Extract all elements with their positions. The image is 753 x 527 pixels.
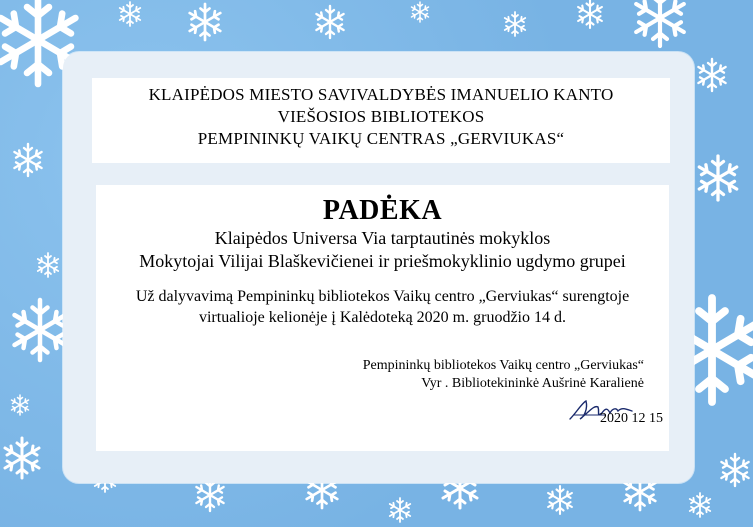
reason-line-2: virtualioje kelionėje į Kalėdoteką 2020 m. gruodžio 14 d. xyxy=(198,309,566,326)
snowflake-icon xyxy=(505,12,525,36)
snowflake-icon xyxy=(699,156,736,200)
issuer-line-2: Vyr . Bibliotekininkė Aušrinė Karalienė xyxy=(421,376,644,391)
snowflake-icon xyxy=(548,486,572,514)
certificate-date: 2020 12 15 xyxy=(600,411,663,426)
snowflake-icon xyxy=(15,300,66,360)
snowflake-icon xyxy=(120,2,140,26)
header-box xyxy=(92,78,670,163)
recipient-line-2: Mokytojai Vilijai Blaškevičienei ir priešmokyklinio ugdymo grupei xyxy=(139,251,626,271)
snowflake-icon xyxy=(636,0,684,46)
snowflake-icon xyxy=(390,498,410,522)
certificate-body xyxy=(96,185,669,451)
snowflake-icon xyxy=(12,395,29,415)
header-line-1: KLAIPĖDOS MIESTO SAVIVALDYBĖS IMANUELIO KANTO xyxy=(148,85,614,104)
snowflake-icon xyxy=(690,493,710,517)
header-line-3: PEMPININKŲ VAIKŲ CENTRAS „GERVIUKAS“ xyxy=(197,129,565,148)
snowflake-icon xyxy=(190,4,221,40)
reason-line-1: Už dalyvavimą Pempininkų bibliotekos Vaikų centro „Gerviukas“ surengtoje xyxy=(135,288,630,305)
recipient-line-1: Klaipėdos Universa Via tarptautinės mokyklos xyxy=(214,228,551,248)
snowflake-icon xyxy=(316,6,343,38)
snowflake-icon xyxy=(698,59,725,91)
snowflake-icon xyxy=(196,479,223,511)
issuer-line-1: Pempininkų bibliotekos Vaikų centro „Gerviukas“ xyxy=(362,358,644,373)
snowflake-icon xyxy=(412,2,429,22)
certificate-title: PADĖKA xyxy=(322,195,443,226)
snowflake-icon xyxy=(38,253,58,277)
snowflake-icon xyxy=(721,454,748,486)
snowflake-icon xyxy=(5,438,39,478)
snowflake-icon xyxy=(14,144,41,176)
snowflake-icon xyxy=(578,0,602,28)
header-line-2: VIEŠOSIOS BIBLIOTEKOS xyxy=(277,107,485,126)
